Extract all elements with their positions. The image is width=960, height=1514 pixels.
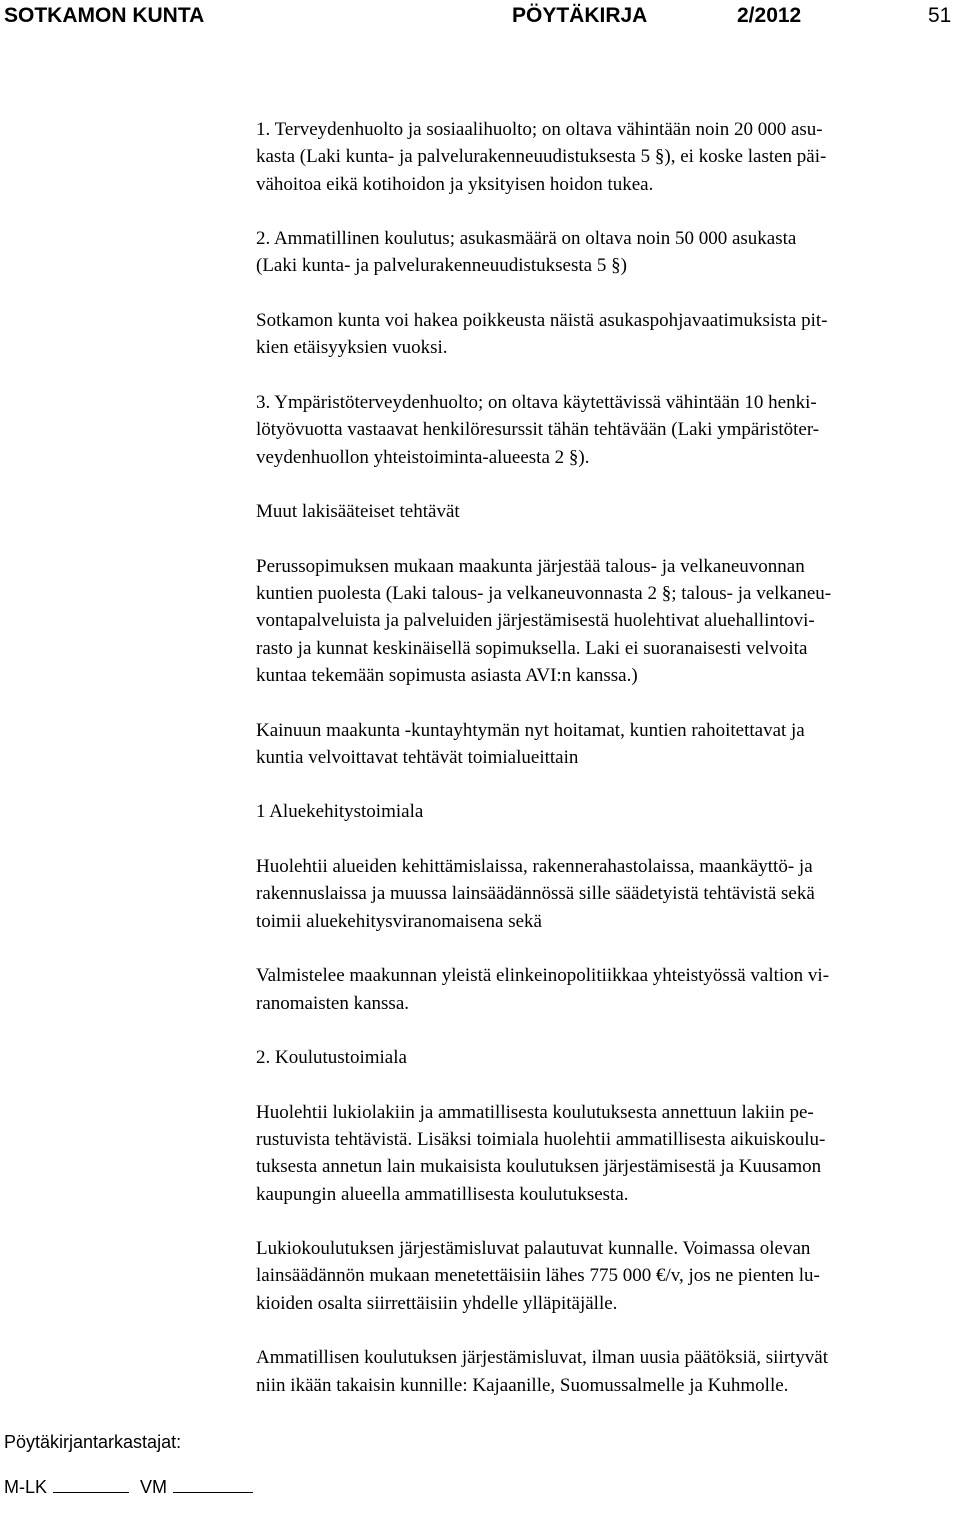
text-line: kuntia velvoittavat tehtävät toimialueittain [256, 746, 579, 768]
paragraph [256, 116, 956, 198]
text-line: vontapalveluista ja palveluiden järjestämisestä huolehtivat aluehallintovi- [256, 610, 815, 632]
text-line: lötyövuotta vastaavat henkilöresurssit tähän tehtävään (Laki ympäristöter- [256, 419, 820, 441]
text-line: kuntien puolesta (Laki talous- ja velkaneuvonnasta 2 §; talous- ja velkaneu- [256, 583, 832, 605]
footer [4, 1432, 259, 1498]
municipality-name: SOTKAMON KUNTA [4, 4, 205, 27]
text-line: Huolehtii alueiden kehittämislaissa, rakennerahastolaissa, maankäyttö- ja [256, 856, 813, 878]
page-number: 51 [928, 4, 952, 27]
text-line: rustuvista tehtävistä. Lisäksi toimiala huolehtii ammatillisesta aikuiskoulu- [256, 1128, 826, 1150]
signature-line-2 [173, 1492, 253, 1493]
text-line: toimii aluekehitysviranomaisena sekä [256, 910, 542, 932]
document-type: PÖYTÄKIRJA [512, 4, 648, 27]
text-line: Huolehtii lukiolakiin ja ammatillisesta koulutuksesta annettuun lakiin pe- [256, 1101, 814, 1123]
text-line: kien etäisyyksien vuoksi. [256, 337, 448, 359]
text-line: kuntaa tekemään sopimusta asiasta AVI:n kanssa.) [256, 664, 638, 686]
text-line: niin ikään takaisin kunnille: Kajaanille, Suomussalmelle ja Kuhmolle. [256, 1374, 789, 1396]
paragraph [256, 225, 956, 280]
paragraph [256, 1099, 956, 1208]
paragraph [256, 498, 956, 525]
reviewers-label: Pöytäkirjantarkastajat: [4, 1432, 182, 1452]
text-line: lainsäädännön mukaan menetettäisiin lähes 775 000 €/v, jos ne pienten lu- [256, 1265, 820, 1287]
page-header [0, 0, 960, 34]
text-line: vähoitoa eikä kotihoidon ja yksityisen hoidon tukea. [256, 173, 654, 195]
text-line: 1. Terveydenhuolto ja sosiaalihuolto; on oltava vähintään noin 20 000 asu- [256, 119, 823, 140]
text-line: 2. Ammatillinen koulutus; asukasmäärä on oltava noin 50 000 asukasta [256, 228, 797, 250]
text-line: kasta (Laki kunta- ja palvelurakenneuudistuksesta 5 §), ei koske lasten päi- [256, 146, 827, 168]
text-line: Kainuun maakunta -kuntayhtymän nyt hoitamat, kuntien rahoitettavat ja [256, 719, 805, 741]
text-line: (Laki kunta- ja palvelurakenneuudistuksesta 5 §) [256, 255, 627, 277]
paragraph [256, 798, 956, 825]
paragraph [256, 1044, 956, 1071]
text-line: Valmistelee maakunnan yleistä elinkeinopolitiikkaa yhteistyössä valtion vi- [256, 965, 830, 987]
paragraph [256, 962, 956, 1017]
paragraph [256, 307, 956, 362]
minutes-number: 2/2012 [737, 4, 802, 27]
text-line: kioiden osalta siirrettäisiin yhdelle ylläpitäjälle. [256, 1292, 618, 1314]
paragraph [256, 389, 956, 471]
text-line: veydenhuollon yhteistoiminta-alueesta 2 §). [256, 446, 590, 468]
text-line: tuksesta annetun lain mukaisista koulutuksen järjestämisestä ja Kuusamon [256, 1156, 822, 1178]
paragraph [256, 853, 956, 935]
signature-line-1 [53, 1492, 129, 1493]
text-line: Sotkamon kunta voi hakea poikkeusta näistä asukaspohjavaatimuksista pit- [256, 310, 828, 332]
text-line: Muut lakisääteiset tehtävät [256, 501, 460, 523]
paragraph [256, 717, 956, 772]
paragraph [256, 1235, 956, 1317]
text-line: 2. Koulutustoimiala [256, 1047, 407, 1069]
text-line: 3. Ympäristöterveydenhuolto; on oltava käytettävissä vähintään 10 henki- [256, 391, 817, 413]
text-line: Ammatillisen koulutuksen järjestämisluvat, ilman uusia päätöksiä, siirtyvät [256, 1347, 829, 1369]
text-line: ranomaisten kanssa. [256, 992, 410, 1014]
reviewer-1-initials: M-LK [4, 1477, 48, 1497]
text-line: 1 Aluekehitystoimiala [256, 801, 424, 823]
paragraph [256, 553, 956, 689]
text-line: rasto ja kunnat keskinäisellä sopimuksella. Laki ei suoranaisesti velvoita [256, 637, 808, 659]
text-line: kaupungin alueella ammatillisesta koulutuksesta. [256, 1183, 629, 1205]
text-line: Perussopimuksen mukaan maakunta järjestää talous- ja velkaneuvonnan [256, 555, 805, 577]
text-line: rakennuslaissa ja muussa lainsäädännössä sille säädetyistä tehtävistä sekä [256, 883, 815, 905]
text-line: Lukiokoulutuksen järjestämisluvat palautuvat kunnalle. Voimassa olevan [256, 1238, 811, 1260]
reviewer-2-initials: VM [140, 1477, 168, 1497]
document-body [256, 116, 956, 1399]
paragraph [256, 1344, 956, 1399]
reviewer-signatures [4, 1477, 259, 1498]
